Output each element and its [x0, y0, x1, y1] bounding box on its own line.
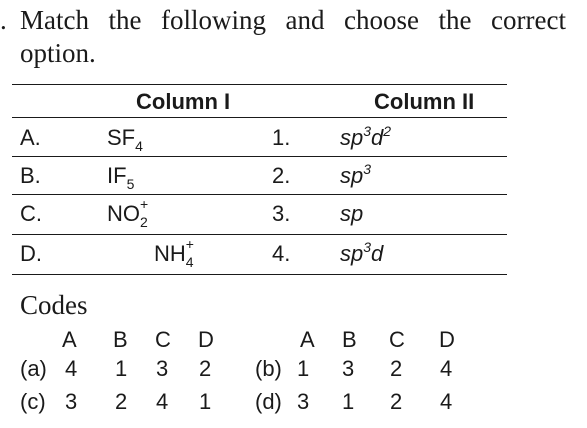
question-number-fragment: . [0, 5, 7, 35]
option-c-value-a: 3 [65, 389, 78, 414]
row-d-letter: D. [20, 241, 42, 266]
option-a-label: (a) [20, 356, 47, 381]
row-b-hybridisation: $sp^3$ [340, 161, 372, 188]
option-c-value-b: 2 [115, 389, 128, 414]
row-divider-c [12, 234, 507, 235]
option-c-value-c: 4 [156, 389, 169, 414]
codes-header-b-left: B [113, 327, 128, 352]
option-a-value-b: 1 [115, 356, 128, 381]
table-bottom-rule [12, 274, 507, 275]
table-header-rule [12, 117, 507, 118]
option-a-value-d: 2 [199, 356, 212, 381]
option-d-value-b: 1 [342, 389, 355, 414]
option-b-value-a: 1 [297, 356, 310, 381]
row-c-number: 3. [272, 201, 291, 226]
row-b-species: $IF_5$ [107, 163, 135, 192]
option-c-value-d: 1 [199, 389, 212, 414]
row-b-number: 2. [272, 163, 291, 188]
row-divider-a [12, 156, 507, 157]
codes-header-d-right: D [439, 327, 455, 352]
option-b-value-c: 2 [390, 356, 403, 381]
option-b-value-d: 4 [440, 356, 453, 381]
row-c-species: NO + 2 [107, 196, 149, 230]
codes-header-d-left: D [198, 327, 214, 352]
option-b-value-b: 3 [342, 356, 355, 381]
option-d-value-a: 3 [297, 389, 310, 414]
row-b-letter: B. [20, 163, 41, 188]
row-d-species: NH + 4 [154, 236, 194, 270]
option-d-label: (d) [255, 389, 282, 414]
codes-header-c-right: C [389, 327, 405, 352]
row-c-letter: C. [20, 201, 42, 226]
codes-header-c-left: C [155, 327, 171, 352]
row-a-letter: A. [20, 125, 41, 150]
option-d-value-d: 4 [440, 389, 453, 414]
question-text: Match the following and choose the correct option. [20, 5, 566, 68]
option-a-value-c: 3 [156, 356, 169, 381]
column-1-header: Column I [136, 89, 231, 114]
row-a-hybridisation: $sp^3d^2$ [340, 123, 392, 150]
table-top-rule [12, 84, 507, 85]
codes-header-b-right: B [342, 327, 357, 352]
column-2-header: Column II [374, 89, 475, 114]
row-divider-b [12, 194, 507, 195]
option-b-label: (b) [255, 356, 282, 381]
option-d-value-c: 2 [390, 389, 403, 414]
codes-header-a-left: A [62, 327, 77, 352]
codes-title: Codes [20, 290, 88, 320]
row-d-hybridisation: $sp^3d$ [340, 239, 384, 266]
codes-header-a-right: A [300, 327, 315, 352]
row-a-number: 1. [272, 125, 291, 150]
option-a-value-a: 4 [65, 356, 78, 381]
row-c-hybridisation: sp [340, 201, 364, 226]
row-a-species: $SF_4$ [107, 125, 143, 154]
option-c-label: (c) [20, 389, 46, 414]
row-d-number: 4. [272, 241, 291, 266]
